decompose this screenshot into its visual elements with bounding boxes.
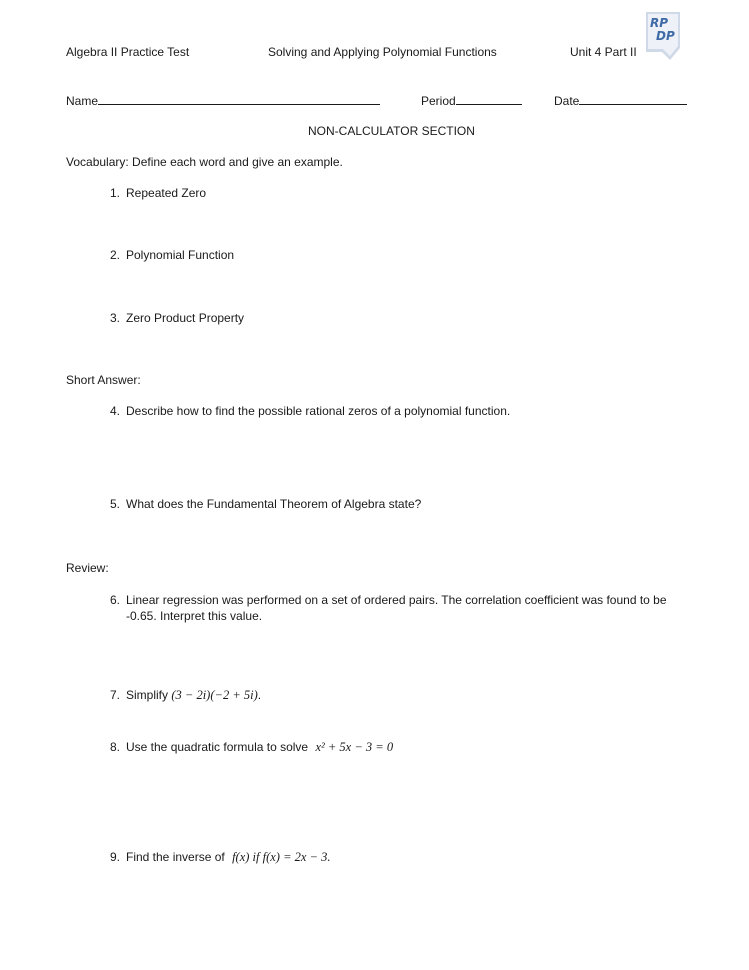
unit-label: Unit 4 Part II bbox=[570, 45, 637, 59]
question-tail: . bbox=[257, 688, 262, 702]
question-3 bbox=[110, 311, 244, 325]
question-number: 2. bbox=[110, 248, 121, 262]
question-text: Zero Product Property bbox=[126, 311, 245, 325]
question-4 bbox=[110, 404, 510, 418]
short-answer-heading: Short Answer: bbox=[66, 373, 141, 387]
question-number: 1. bbox=[110, 186, 121, 200]
question-number: 8. bbox=[110, 740, 121, 754]
date-field[interactable] bbox=[554, 93, 687, 108]
period-blank[interactable] bbox=[456, 93, 522, 105]
question-8 bbox=[110, 740, 393, 755]
date-label: Date bbox=[554, 94, 580, 108]
unit-title: Solving and Applying Polynomial Functions bbox=[268, 45, 497, 59]
period-label: Period bbox=[421, 94, 456, 108]
question-number: 4. bbox=[110, 404, 121, 418]
name-label: Name bbox=[66, 94, 99, 108]
section-title: NON-CALCULATOR SECTION bbox=[308, 124, 475, 138]
date-blank[interactable] bbox=[579, 93, 687, 105]
question-text-line1: Linear regression was performed on a set of ordered pairs. The correlation coefficient was found to be bbox=[126, 593, 667, 607]
question-9 bbox=[110, 850, 331, 865]
question-text: Use the quadratic formula to solve bbox=[126, 740, 309, 754]
question-6 bbox=[110, 593, 667, 607]
rpdp-logo bbox=[646, 12, 680, 60]
question-math: f(x) if f(x) = 2x − 3. bbox=[232, 850, 331, 864]
question-2 bbox=[110, 248, 234, 262]
name-blank[interactable] bbox=[98, 93, 380, 105]
question-text: Repeated Zero bbox=[126, 186, 207, 200]
period-field[interactable] bbox=[421, 93, 522, 108]
question-number: 9. bbox=[110, 850, 121, 864]
svg-text:RP: RP bbox=[650, 16, 669, 30]
vocabulary-instruction: Vocabulary: Define each word and give an example. bbox=[66, 155, 343, 169]
question-text: Polynomial Function bbox=[126, 248, 235, 262]
name-field[interactable] bbox=[66, 93, 380, 108]
svg-text:DP: DP bbox=[656, 29, 675, 43]
question-1 bbox=[110, 186, 206, 200]
question-math: (3 − 2i)(−2 + 5i) bbox=[171, 688, 258, 702]
question-text: Find the inverse of bbox=[126, 850, 225, 864]
question-number: 7. bbox=[110, 688, 121, 702]
question-number: 6. bbox=[110, 593, 121, 607]
question-text: What does the Fundamental Theorem of Algebra state? bbox=[126, 497, 422, 511]
review-heading: Review: bbox=[66, 561, 109, 575]
question-text: Simplify bbox=[126, 688, 169, 702]
question-5 bbox=[110, 497, 421, 511]
question-text: Describe how to find the possible rational zeros of a polynomial function. bbox=[126, 404, 511, 418]
course-title: Algebra II Practice Test bbox=[66, 45, 190, 59]
question-number: 5. bbox=[110, 497, 121, 511]
question-number: 3. bbox=[110, 311, 121, 325]
question-math: x² + 5x − 3 = 0 bbox=[315, 740, 394, 754]
question-6-line2: -0.65. Interpret this value. bbox=[126, 609, 263, 623]
question-7 bbox=[110, 688, 261, 703]
